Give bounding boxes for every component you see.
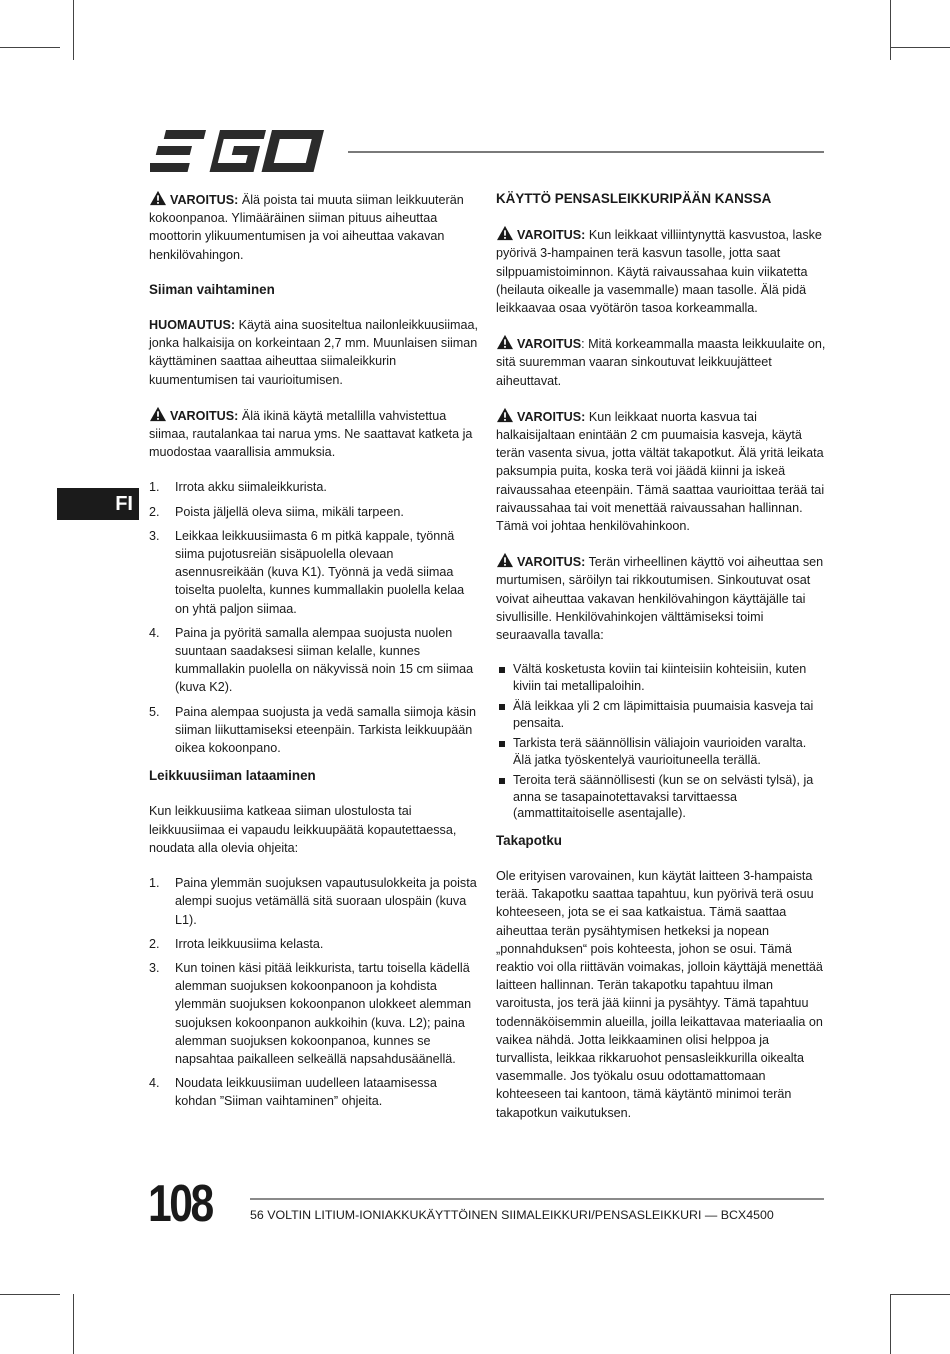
list-item: 1. Irrota akku siimaleikkurista.	[149, 480, 327, 495]
list-item: 3. Leikkaa leikkuusiimasta 6 m pitkä kappale, työnnä siima pujotusreiän sisäpuolella olevaan asennusreikään (kuva K1). Työnnä ja vedä siimaa toiselta puolelta, kunnes kummallakin puolella kelaa on yhtä paljon siimaa.	[149, 528, 465, 616]
list-item: 5. Paina alempaa suojusta ja vedä samalla siimoja käsin siiman liikuttamiseksi eteenpäin. Tarkista leikkuupään oikea kokoonpano.	[149, 704, 477, 756]
notice-paragraph	[149, 316, 479, 389]
warning-icon	[149, 190, 167, 206]
list-item: 4. Noudata leikkuusiiman uudelleen lataamisessa kohdan ”Siiman vaihtaminen” ohjeita.	[149, 1076, 437, 1109]
warning-text: Kun leikkaat villiintynyttä kasvustoa, laske pyörivä 3-hampainen terä kasvun tasolle, jotta saat silppuamistoiminnon. Käytä raivaussahaa kuin viikatetta (heilauta oikealle ja vasemmalle) maan tasolle. Älä pidä leikkaavaa osaa vyötärön tasoa korkeammalla.	[496, 228, 822, 316]
warning-paragraph	[496, 407, 826, 535]
warning-icon	[496, 552, 514, 568]
warning-paragraph	[496, 225, 826, 317]
left-column	[149, 190, 479, 1121]
warning-paragraph	[496, 334, 826, 390]
warning-label: VAROITUS:	[517, 228, 586, 243]
warning-paragraph	[149, 406, 479, 462]
warning-label: VAROITUS:	[517, 409, 586, 424]
right-column	[496, 190, 826, 1139]
crop-mark	[890, 1294, 950, 1295]
list-item: 2. Poista jäljellä oleva siima, mikäli tarpeen.	[149, 504, 404, 519]
kickback-paragraph: Ole erityisen varovainen, kun käytät laitteen 3-hampaista terää. Takapotku saattaa tapahtuu, kun pyörivä terä osuu kohteeseen, jota se ei saa katkaistua. Tämä saattaa aiheuttaa terän pysähtymisen hetkeksi ja nopean „ponnahduksen“ pois kohteesta, johon se osui. Tämä reaktio voi olla riittävän voimakas, jolloin käyttäjä menettää laitteen hallinnan. Terän takapotku tapahtuu ilman varoitusta, jos terä jää kiinni ja pysähtyy. Tämä tapahtuu todennäköisemmin alueilla, joilla leikattavaa materiaalia on vaikea nähdä. Jotta leikkaaminen olisi helppoa ja turvallista, leikkaa rikkaruohot pensasleikkurilla oikealta vasemmalle. Jos työkalu osuu odottamattomaan kohteeseen tai kantoon, tämä käytäntö minimoi terän takapotkun vaikutuksen.	[496, 868, 823, 1120]
page-number: 108	[148, 1175, 212, 1233]
footer-title: 56 VOLTIN LITIUM-IONIAKKUKÄYTTÖINEN SIIMALEIKKURI/PENSASLEIKKURI — BCX4500	[250, 1208, 774, 1222]
list-item: 2. Irrota leikkuusiima kelasta.	[149, 936, 324, 951]
warning-text: : Mitä korkeammalla maasta leikkuulaite on, sitä suuremman vaaran sinkoutuvat leikkuujätteet aiheuttavat.	[496, 337, 826, 388]
crop-mark	[73, 0, 74, 60]
warning-label: VAROITUS:	[170, 408, 239, 423]
warning-label: VAROITUS:	[170, 193, 239, 207]
ego-logo	[150, 130, 332, 172]
warning-text: Älä ikinä käytä metallilla vahvistettua siimaa, rautalankaa tai narua yms. Ne saattavat katketa ja muodostaa vaarallisia ammuksia.	[149, 408, 473, 460]
warning-text: Kun leikkaat nuorta kasvua tai halkaisijaltaan enintään 2 cm puumaisia kasveja, käytä terän vasenta sivua, jotta vältät takapotkut. Älä yritä leikata paksumpia puita, koska terä voi jäädä kiinni ja iskeä raivaussahaa eteenpäin. Tämä saattaa vaurioittaa terää tai raivaussahaa tai voit menettää raivaussahan hallinnan. Tämä voi johtaa henkilövahinkoon.	[496, 409, 825, 534]
crop-mark	[0, 47, 60, 48]
crop-mark	[890, 1294, 891, 1354]
crop-mark	[0, 1294, 60, 1295]
warning-text: Älä poista tai muuta siiman leikkuuterän kokoonpanoa. Ylimääräinen siiman pituus aiheuttaa moottorin ylikuumentumisen ja voi aiheuttaa vakavan henkilövahingon.	[149, 193, 464, 262]
warning-icon	[149, 406, 167, 422]
section-heading: Leikkuusiiman lataaminen	[149, 768, 316, 784]
warning-paragraph	[496, 552, 826, 644]
warning-label: VAROITUS:	[517, 555, 586, 570]
header-rule	[348, 151, 824, 153]
steps-list	[149, 874, 479, 1110]
list-item: Teroita terä säännöllisesti (kun se on selvästi tylsä), ja anna se tasapainotettavaksi tarvittaessa (ammattitaitoiselle asentajalle).	[496, 772, 826, 822]
steps-list	[149, 478, 479, 757]
warning-text: Terän virheellinen käyttö voi aiheuttaa sen murtumisen, säröilyn tai rikkoutumisen. Sinkoutuvat osat voivat aiheuttaa vakavan henkilövahingon käyttäjälle tai sivullisille. Henkilövahinkojen välttämiseksi toimi seuraavalla tavalla:	[496, 555, 824, 643]
notice-label: HUOMAUTUS:	[149, 318, 236, 333]
list-item: 4. Paina ja pyöritä samalla alempaa suojusta nuolen suuntaan saadaksesi siiman kelalle, kunnes kummallakin puolella on näkyvissä noin 15 cm siimaa (kuva K2).	[149, 625, 474, 695]
warning-paragraph	[149, 190, 479, 264]
section-heading: Takapotku	[496, 832, 562, 848]
list-item: Älä leikkaa yli 2 cm läpimittaisia puumaisia kasveja tai pensaita.	[496, 698, 826, 731]
warning-icon	[496, 225, 514, 241]
language-tab: FI	[57, 488, 139, 520]
list-item: Tarkista terä säännöllisin väliajoin vaurioiden varalta. Älä jatka työskentelyä vaurioituneella terällä.	[496, 735, 826, 768]
crop-mark	[73, 1294, 74, 1354]
intro-paragraph: Kun leikkuusiima katkeaa siiman ulostulosta tai leikkuusiimaa ei vapaudu leikkuupäätä kopautettaessa, noudata alla olevia ohjeita:	[149, 804, 457, 855]
bullet-list	[496, 661, 826, 822]
notice-text: Käytä aina suositeltua nailonleikkuusiimaa, jonka halkaisija on korkeintaan 2,7 mm. Muunlaisen siiman käyttäminen saattaa aiheuttaa siimaleikkurin kuumentumisen tai vaurioitumisen.	[149, 318, 478, 387]
footer-rule	[250, 1198, 824, 1200]
warning-icon	[496, 407, 514, 423]
list-item: Vältä kosketusta koviin tai kiinteisiin kohteisiin, kuten kiviin tai metallipaloihin.	[496, 661, 826, 694]
section-heading: KÄYTTÖ PENSASLEIKKURIPÄÄN KANSSA	[496, 191, 772, 206]
list-item: 3. Kun toinen käsi pitää leikkurista, tartu toisella kädellä alemman suojuksen kokoonpanoon ja kohdista ylemmän suojuksen kokoonpanon ulokkeet alemman suojuksen kokoonpanon aukkoihin (kuva. L2); paina alemman suojuksen kokoonpanoa, kunnes se napsahtaa paikalleen selkeällä napsahdusäänellä.	[149, 960, 472, 1066]
warning-icon	[496, 334, 514, 350]
section-heading: Siiman vaihtaminen	[149, 281, 275, 297]
crop-mark	[890, 47, 950, 48]
warning-label: VAROITUS	[517, 337, 582, 352]
list-item: 1. Paina ylemmän suojuksen vapautusulokkeita ja poista alempi suojus vetämällä sitä suoraan ulospäin (kuva L1).	[149, 876, 477, 927]
crop-mark	[890, 0, 891, 60]
